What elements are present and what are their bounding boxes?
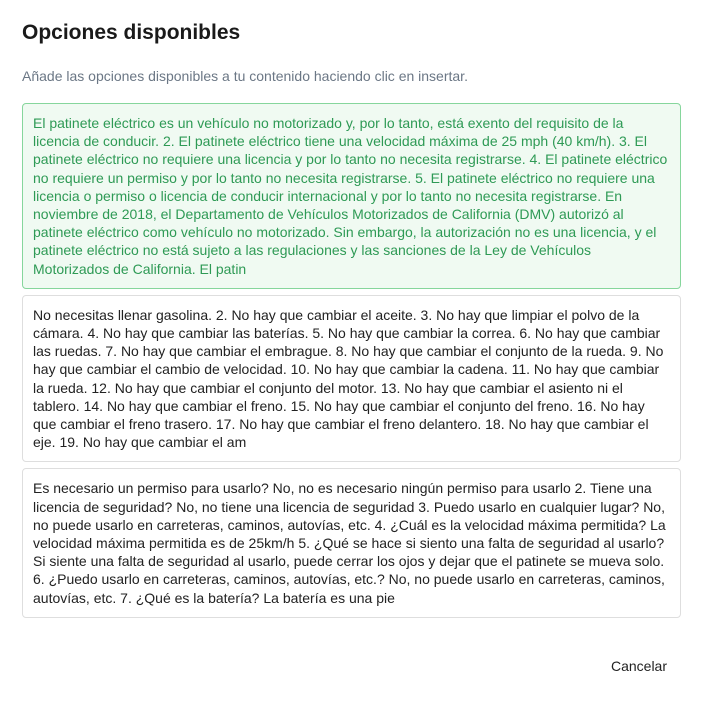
- dialog-title: Opciones disponibles: [22, 21, 241, 44]
- option-text: Es necesario un permiso para usarlo? No, no es necesario ningún permiso para usarlo 2. Tiene una licencia de seguridad? No, no tiene una licencia de seguridad 3. Puedo usarlo en cualquier lugar? No, no puede usarlo en carreteras, caminos, autovías, etc. 4. ¿Cuál es la velocidad máxima permitida? La velocidad máxima permitida es de 25km/h 5. ¿Qué se hace si siento una falta de seguridad al usarlo? Si siente una falta de seguridad al usarlo, puede cerrar los ojos y dejar que el patinete se mueva solo. 6. ¿Puedo usarlo en carreteras, caminos, autovías, etc.? No, no puede usarlo en carreteras, caminos, autovías, etc. 7. ¿Qué es la batería? La batería es una pie: [33, 480, 666, 606]
- dialog-subtitle: Añade las opciones disponibles a tu contenido haciendo clic en insertar.: [22, 68, 468, 84]
- option-card-1[interactable]: [22, 103, 681, 289]
- option-card-3[interactable]: [22, 468, 681, 617]
- cancel-button[interactable]: Cancelar: [610, 658, 667, 674]
- option-text: El patinete eléctrico es un vehículo no motorizado y, por lo tanto, está exento del requisito de la licencia de conducir. 2. El patinete eléctrico tiene una velocidad máxima de 25 mph (40 km/h). 3. El patinete eléctrico no requiere una licencia y por lo tanto no necesita registrarse. 4. El patinete eléctrico no requiere un permiso y por lo tanto no necesita registrarse. 5. El patinete eléctrico no requiere una licencia o permiso o licencia de conducir internacional y por lo tanto no necesita registrarse. En noviembre de 2018, el Departamento de Vehículos Motorizados de California (DMV) autorizó al patinete eléctrico como vehículo no motorizado. Sin embargo, la autorización no es una licencia, y el patinete eléctrico no está sujeto a las regulaciones y las sanciones de la Ley de Vehículos Motorizados de California. El patin: [33, 115, 668, 277]
- options-list: [22, 103, 681, 618]
- option-text: No necesitas llenar gasolina. 2. No hay que cambiar el aceite. 3. No hay que limpiar el polvo de la cámara. 4. No hay que cambiar las baterías. 5. No hay que cambiar la correa. 6. No hay que cambiar las ruedas. 7. No hay que cambiar el embrague. 8. No hay que cambiar el conjunto de la rueda. 9. No hay que cambiar el cambio de velocidad. 10. No hay que cambiar la cadena. 11. No hay que cambiar la rueda. 12. No hay que cambiar el conjunto del motor. 13. No hay que cambiar el asiento ni el tablero. 14. No hay que cambiar el freno. 15. No hay que cambiar el conjunto del freno. 16. No hay que cambiar el freno trasero. 17. No hay que cambiar el freno delantero. 18. No hay que cambiar el eje. 19. No hay que cambiar el am: [33, 306, 664, 451]
- option-card-2[interactable]: [22, 295, 681, 463]
- dialog-footer: [611, 658, 667, 676]
